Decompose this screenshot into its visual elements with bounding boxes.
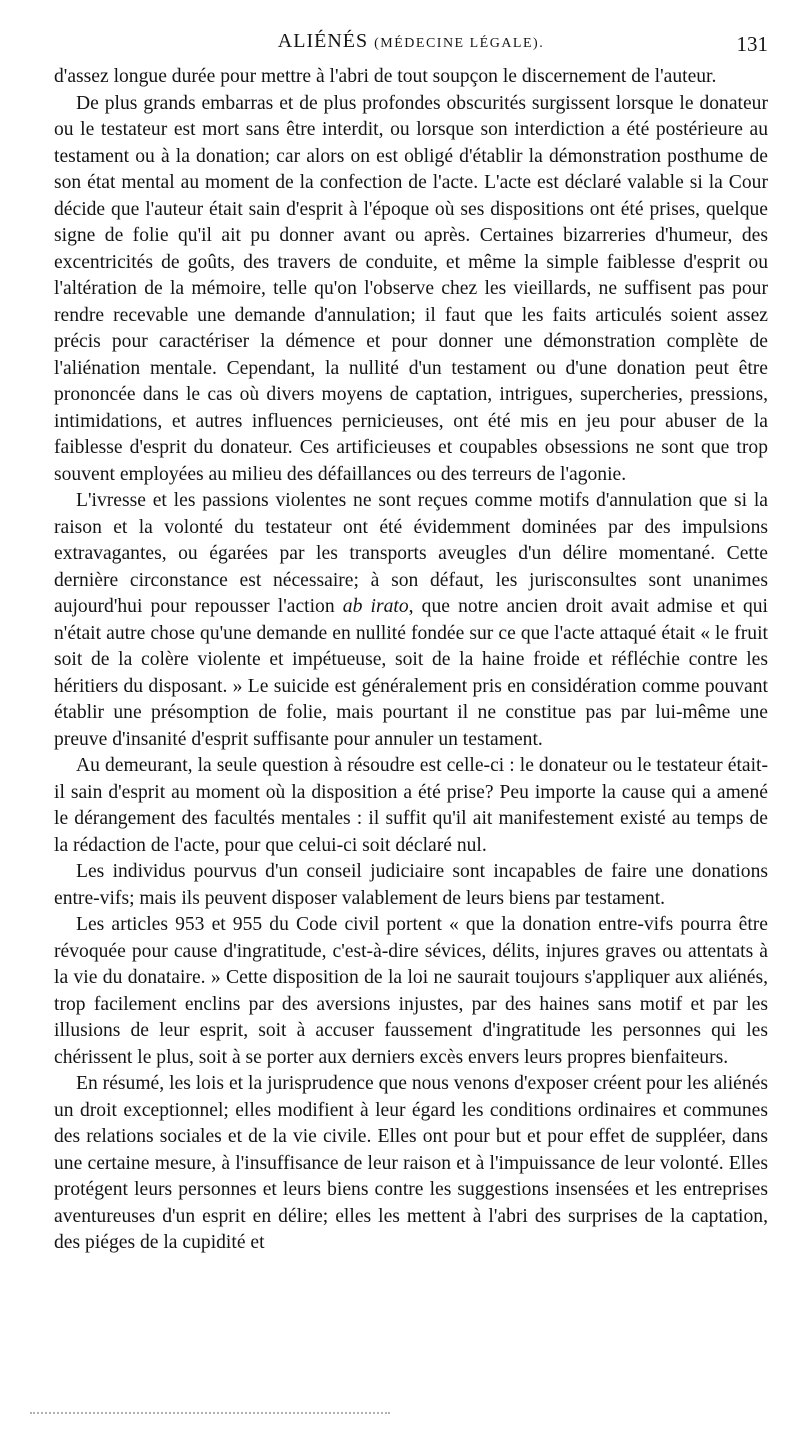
paragraph-continued: d'assez longue durée pour mettre à l'abri de tout soupçon le discernement de l'auteur.	[54, 66, 717, 87]
paragraph-posthumous-demonstration: De plus grands embarras et de plus profondes obscurités surgissent lorsque le donateur ou le testateur est mort sans être interdit, ou lorsque son interdiction a été postérieure au testament ou à la donation; car alors on est obligé d'établir la démonstration posthume de son état mental au moment de la confection de l'acte. L'acte est déclaré valable si la Cour décide que l'auteur était sain d'esprit à l'époque où ses dispositions ont été prises, quelque signe de folie qu'il ait pu donner avant ou après. Certaines bizarreries d'humeur, des excentricités de goûts, des travers de conduite, et même la simple faiblesse d'esprit ou l'altération de la mémoire, telle qu'on l'observe chez les vieillards, ne suffisent pas pour rendre recevable une demande d'annulation; il faut que les faits articulés soient assez précis pour caractériser la démence et pour donner une démonstration complète de l'aliénation mentale. Cependant, la nullité d'un testament ou d'une donation peut être prononcée dans le cas où divers moyens de captation, intrigues, supercheries, pressions, intimidations, et autres influences pernicieuses, ont été mis en jeu pour abuser de la faiblesse d'esprit du donateur. Ces artificieuses et coupables obsessions ne sont que trop souvent employées au milieu des défaillances ou des terreurs de l'agonie.	[54, 92, 768, 485]
page-number: 131	[736, 32, 768, 56]
latin-phrase: ab irato	[342, 596, 409, 617]
paragraph-summary: En résumé, les lois et la jurisprudence que nous venons d'exposer créent pour les aliénés un droit exceptionnel; elles modifient à leur égard les conditions ordinaires et communes des relations sociales et de la vie civile. Elles ont pour but et pour effet de suppléer, dans une certaine mesure, à l'insuffisance de leur raison et à l'impuissance de leur volonté. Elles protégent leurs personnes et leurs biens contre les suggestions insensées et les entreprises aventureuses d'un esprit en délire; elles les mettent à l'abri des surprises de la captation, des piéges de la cupidité et	[54, 1073, 768, 1253]
running-title	[54, 30, 768, 53]
header-title: ALIÉNÉS	[277, 30, 369, 52]
paragraph-sole-question: Au demeurant, la seule question à résoudre est celle-ci : le donateur ou le testateur était-il sain d'esprit au moment où la disposition a été prise? Peu importe la cause qui a amené le dérangement des facultés mentales : il suffit qu'il ait manifestement existé au temps de la rédaction de l'acte, pour que celui-ci soit déclaré nul.	[54, 755, 768, 856]
footer-rule	[30, 1412, 390, 1414]
paragraph-drunkenness-passions: L'ivresse et les passions violentes ne sont reçues comme motifs d'annulation que si la raison et la volonté du testateur ont été évidemment dominées par des impulsions extravagantes, ou égarées par les transports aveugles d'un délire momentané. Cette dernière circonstance est nécessaire; à son défaut, les jurisconsultes sont unanimes aujourd'hui pour repousser l'action ab irato, que notre ancien droit avait admise et qui n'était autre chose qu'une demande en nullité fondée sur ce que l'acte attaqué était « le fruit soit de la colère violente et impétueuse, soit de la haine froide et réfléchie contre les héritiers du disposant. » Le suicide est généralement pris en considération comme pouvant établir une présomption de folie, mais pourtant il ne constitue pas par lui-même une preuve d'insanité d'esprit suffisante pour annuler un testament.	[54, 490, 768, 750]
paragraph-judicial-counsel: Les individus pourvus d'un conseil judiciaire sont incapables de faire une donations entre-vifs; mais ils peuvent disposer valablement de leurs biens par testament.	[54, 861, 768, 909]
paragraph-civil-code-articles: Les articles 953 et 955 du Code civil portent « que la donation entre-vifs pourra être révoquée pour cause d'ingratitude, c'est-à-dire sévices, délits, injures graves ou attentats à la vie du donataire. » Cette disposition de la loi ne saurait toujours s'appliquer aux aliénés, trop facilement enclins par des aversions injustes, par des haines sans motif et par les illusions de leur esprit, soit à accuser faussement d'ingratitude les personnes qui les chérissent le plus, soit à se porter aux derniers excès envers leurs propres bienfaiteurs.	[54, 914, 768, 1068]
header-subtitle: (MÉDECINE LÉGALE).	[374, 36, 545, 51]
running-header	[54, 30, 768, 60]
document-page	[54, 30, 768, 1257]
